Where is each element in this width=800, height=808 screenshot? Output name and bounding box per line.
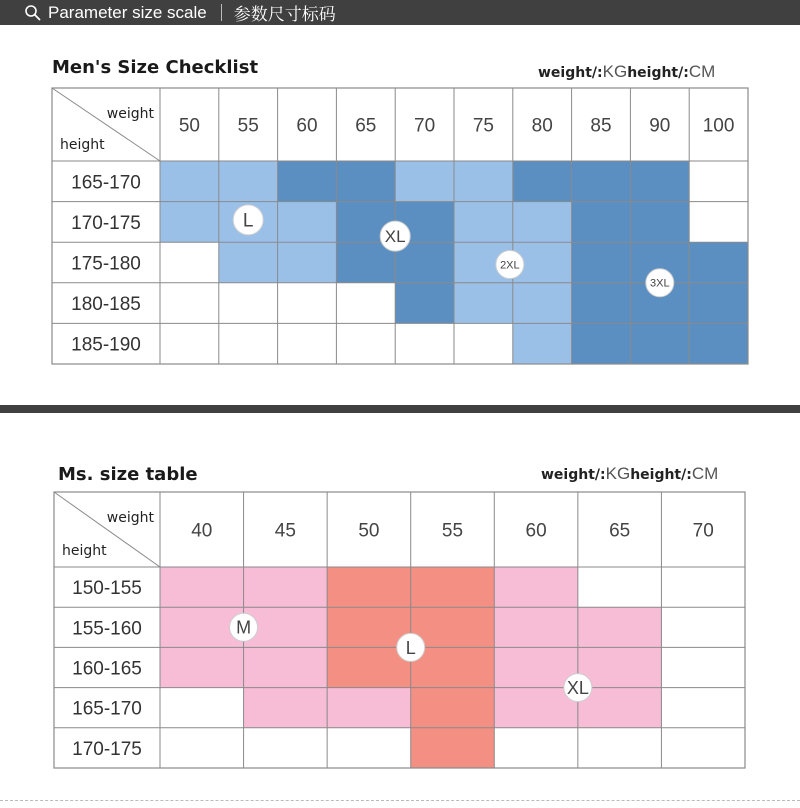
weight-header: 70	[414, 115, 436, 137]
weight-header: 65	[355, 115, 377, 137]
weight-header: 45	[274, 520, 296, 542]
size-cell	[327, 567, 411, 607]
corner-weight-label: weight	[106, 106, 154, 122]
corner-weight-label: weight	[106, 510, 154, 526]
size-cell	[411, 567, 495, 607]
women-units-height-unit: CM	[691, 464, 719, 483]
men-units-weight-unit: KG	[602, 62, 628, 81]
size-cell	[578, 607, 662, 647]
women-units-weight: weight/:	[541, 467, 606, 483]
size-cell	[411, 688, 495, 728]
size-cell	[327, 688, 411, 728]
size-badge-label: 2XL	[500, 259, 520, 272]
weight-header: 50	[178, 115, 200, 137]
size-cell	[661, 647, 745, 687]
title-english: Parameter size scale	[48, 2, 207, 22]
size-cell	[661, 728, 745, 768]
title-chinese: 参数尺寸标码	[233, 5, 336, 24]
weight-header: 100	[702, 115, 735, 137]
height-label: 175-180	[71, 253, 141, 275]
size-badge-label: XL	[566, 678, 589, 699]
size-cell	[494, 567, 578, 607]
height-label: 170-175	[72, 738, 142, 760]
size-cell	[244, 567, 328, 607]
height-label: 155-160	[72, 618, 142, 640]
weight-header: 80	[531, 115, 553, 137]
weight-header: 50	[358, 520, 380, 542]
size-cell	[661, 607, 745, 647]
weight-header: 55	[441, 520, 464, 542]
size-badge-label: L	[405, 637, 416, 658]
men-units-weight: weight/:	[538, 65, 603, 81]
weight-header: 85	[590, 115, 612, 137]
corner-height-label: height	[60, 137, 105, 153]
weight-header: 75	[472, 115, 494, 137]
size-cell	[244, 647, 328, 687]
women-units-height: height/:	[630, 467, 692, 483]
women-units-weight-unit: KG	[605, 464, 631, 483]
size-cell	[160, 567, 244, 607]
size-badge-label: L	[242, 210, 254, 232]
height-label: 170-175	[71, 212, 141, 234]
height-label: 185-190	[71, 334, 141, 356]
size-cell	[244, 688, 328, 728]
height-label: 165-170	[71, 172, 141, 194]
size-cell	[327, 728, 411, 768]
size-badge-label: M	[236, 617, 252, 638]
size-badge-label: XL	[384, 227, 406, 247]
size-cell	[661, 567, 745, 607]
height-label: 150-155	[72, 578, 142, 600]
women-table-title: Ms. size table	[58, 464, 198, 485]
weight-header: 70	[692, 520, 714, 542]
height-label: 165-170	[72, 698, 142, 720]
men-units-height: height/:	[627, 65, 689, 81]
men-table-title: Men's Size Checklist	[52, 57, 259, 78]
size-cell	[494, 607, 578, 647]
size-badge-label: 3XL	[650, 277, 670, 290]
size-cell	[578, 567, 662, 607]
weight-header: 60	[296, 115, 318, 137]
size-cell	[160, 688, 244, 728]
size-cell	[411, 728, 495, 768]
weight-header: 60	[525, 520, 547, 542]
height-label: 160-165	[72, 658, 142, 680]
weight-header: 55	[237, 115, 259, 137]
men-units-height-unit: CM	[688, 62, 716, 81]
size-cell	[160, 647, 244, 687]
weight-header: 40	[191, 520, 213, 542]
weight-header: 65	[609, 520, 631, 542]
corner-height-label: height	[62, 543, 107, 559]
size-cell	[661, 688, 745, 728]
size-cell	[578, 728, 662, 768]
size-cell	[160, 728, 244, 768]
height-label: 180-185	[71, 294, 141, 316]
size-cell	[494, 728, 578, 768]
size-cell	[244, 728, 328, 768]
weight-header: 90	[649, 115, 671, 137]
